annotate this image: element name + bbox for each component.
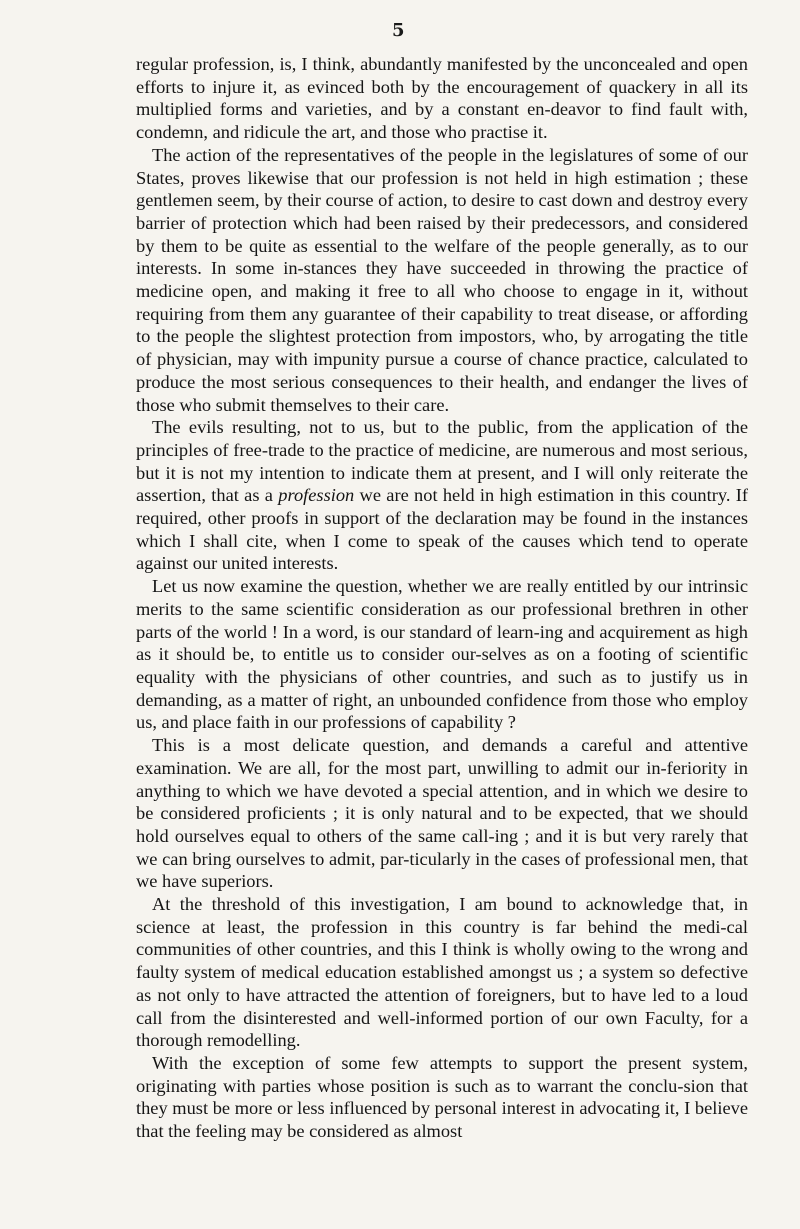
paragraph-1: regular profession, is, I think, abundantly manifested by the unconcealed and open efforts to injure it, as evinced both by the encouragement of quackery in all its multiplied forms and varieties, and by a constant en-deavor to find fault with, condemn, and ridicule the art, and those who practise it. <box>136 54 748 143</box>
paragraph-5: This is a most delicate question, and demands a careful and attentive examination. We are all, for the most part, unwilling to admit our in-feriority in anything to which we have devoted a special attention, and in which we desire to be considered proficients ; it is only natural and to be expected, that we should hold ourselves equal to others of the same call-ing ; and it is but very rarely that we can bring ourselves to admit, par-ticularly in the cases of professional men, that we have superiors. <box>136 735 748 892</box>
body-text <box>136 53 748 1143</box>
page-number: 5 <box>392 20 405 41</box>
paragraph-2: The action of the representatives of the people in the legislatures of some of our States, proves likewise that our profession is not held in high estimation ; these gentlemen seem, by their course of action, to desire to cast down and destroy every barrier of protection which had been raised by their predecessors, and considered by them to be quite as essential to the welfare of the people generally, as to our interests. In some in-stances they have succeeded in throwing the practice of medicine open, and making it free to all who choose to engage in it, without requiring from them any guarantee of their capability to treat disease, or affording to the people the slightest protection from impostors, who, by arrogating the title of physician, may with impunity pursue a course of chance practice, calculated to produce the most serious consequences to their health, and endanger the lives of those who submit themselves to their care. <box>136 144 748 415</box>
paragraph-7: With the exception of some few attempts to support the present system, originating with parties whose position is such as to warrant the conclu-sion that they must be more or less influenced by personal interest in advocating it, I believe that the feeling may be considered as almost <box>136 1052 748 1142</box>
paragraph-3-emphasis: profession <box>278 485 355 506</box>
paragraph-3-before: The evils resulting, not to us, but to the public, from the application of the principles of free-trade to the practice of medicine, are numerous and most serious, but it is not my intention to indicate them at present, and I will only reiterate the assertion, that as a <box>136 417 748 506</box>
paragraph-3 <box>136 416 748 575</box>
paragraph-6: At the threshold of this investigation, I am bound to acknowledge that, in science at least, the profession in this country is far behind the medi-cal communities of other countries, and this I think is wholly owing to the wrong and faulty system of medical education established amongst us ; a system so defective as not only to have attracted the attention of foreigners, but to have led to a loud call from the disinterested and well-informed portion of our own Faculty, for a thorough remodelling. <box>136 894 748 1051</box>
paragraph-3-after: we are not held in high estimation in this country. If required, other proofs in support of the declaration may be found in the instances which I shall cite, when I come to speak of the causes which tend to operate against our united interests. <box>136 485 749 574</box>
paragraph-4: Let us now examine the question, whether we are really entitled by our intrinsic merits to the same scientific consideration as our professional brethren in other parts of the world ! In a word, is our standard of learn-ing and acquirement as high as it should be, to entitle us to consider our-selves as on a footing of scientific equality with the physicians of other countries, and such as to justify us in demanding, as a matter of right, an unbounded confidence from those who employ us, and place faith in our professions of capability ? <box>136 576 748 733</box>
